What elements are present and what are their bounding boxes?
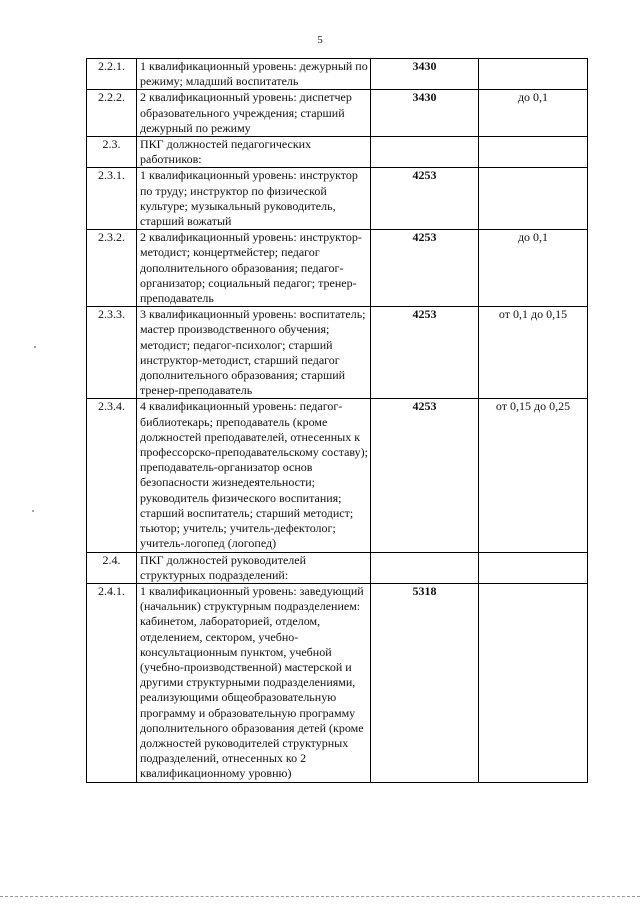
coefficient: до 0,1 [479,90,588,137]
position-description: ПКГ должностей руководителей структурных подразделений: [137,552,371,583]
coefficient [479,59,588,90]
position-description: 1 квалификационный уровень: дежурный по режиму; младший воспитатель [137,59,371,90]
table-row [87,90,588,137]
row-number: 2.2.1. [87,59,137,90]
row-number: 2.3.1. [87,168,137,230]
base-salary: 3430 [371,59,479,90]
table-row [87,230,588,307]
coefficient [479,583,588,782]
base-salary: 4253 [371,307,479,399]
coefficient [479,137,588,168]
coefficient: от 0,1 до 0,15 [479,307,588,399]
salary-table [86,58,588,783]
row-number: 2.3.4. [87,399,137,552]
table-row [87,137,588,168]
scan-artifact [34,346,36,348]
row-number: 2.3.2. [87,230,137,307]
scan-artifact [32,510,34,512]
table-row [87,59,588,90]
base-salary: 4253 [371,399,479,552]
coefficient: от 0,15 до 0,25 [479,399,588,552]
position-description: 1 квалификационный уровень: инструктор по труду; инструктор по физической культуре; музыкальный руководитель, старший вожатый [137,168,371,230]
base-salary [371,137,479,168]
position-description: 2 квалификационный уровень: инструктор-методист; концертмейстер; педагог дополнительного образования; педагог-организатор; социальный педагог; тренер-преподаватель [137,230,371,307]
base-salary: 5318 [371,583,479,782]
coefficient [479,552,588,583]
table-row [87,307,588,399]
base-salary: 3430 [371,90,479,137]
base-salary: 4253 [371,168,479,230]
base-salary: 4253 [371,230,479,307]
position-description: 1 квалификационный уровень: заведующий (начальник) структурным подразделением: кабинетом, лабораторией, отделом, отделением, сектором, учебно-консультационным пунктом, учебной (учебно-производственной) мастерской и другими структурными подразделениями, реализующими общеобразовательную программу и образовательную программу дополнительного образования детей (кроме должностей руководителей структурных подразделений, отнесенных ко 2 квалификационному уровню) [137,583,371,782]
base-salary [371,552,479,583]
page-number: 5 [317,34,323,46]
coefficient [479,168,588,230]
row-number: 2.2.2. [87,90,137,137]
coefficient: до 0,1 [479,230,588,307]
table-row [87,168,588,230]
table-row [87,583,588,782]
scan-edge-line [0,896,640,897]
row-number: 2.3. [87,137,137,168]
table-row [87,399,588,552]
position-description: ПКГ должностей педагогических работников: [137,137,371,168]
row-number: 2.4.1. [87,583,137,782]
position-description: 4 квалификационный уровень: педагог-библиотекарь; преподаватель (кроме должностей преподавателей, отнесенных к профессорско-преподавательскому составу); преподаватель-организатор основ безопасности жизнедеятельности; руководитель физического воспитания; старший воспитатель; старший методист; тьютор; учитель; учитель-дефектолог; учитель-логопед (логопед) [137,399,371,552]
position-description: 3 квалификационный уровень: воспитатель; мастер производственного обучения; методист; педагог-психолог; старший инструктор-методист, старший педагог дополнительного образования; старший тренер-преподаватель [137,307,371,399]
position-description: 2 квалификационный уровень: диспетчер образовательного учреждения; старший дежурный по режиму [137,90,371,137]
table-row [87,552,588,583]
row-number: 2.3.3. [87,307,137,399]
row-number: 2.4. [87,552,137,583]
